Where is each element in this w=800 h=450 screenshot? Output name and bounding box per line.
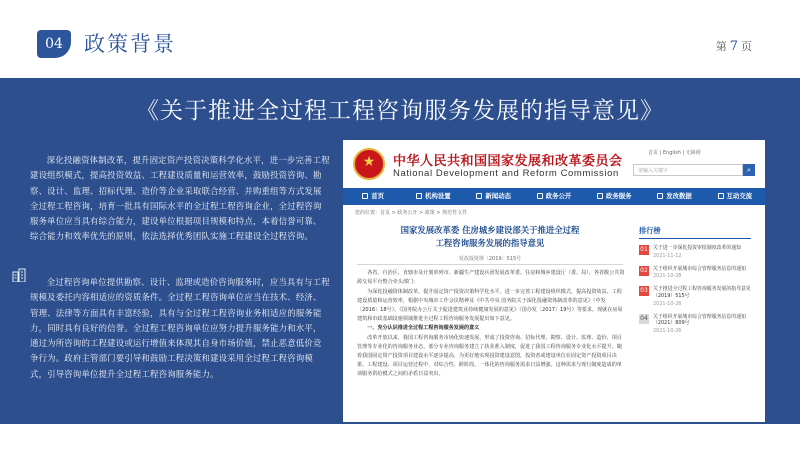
ranking-item[interactable] <box>639 286 755 307</box>
section-title: 政策背景 <box>84 32 176 56</box>
ranking-item-text: 关于组织开展城市综合管理服务信息的通知 <box>653 265 746 272</box>
page-number-value: 7 <box>729 39 738 54</box>
article-title: 国家发展改革委 住房城乡建设部关于推进全过程 工程咨询服务发展的指导意见 <box>400 225 580 248</box>
page-prefix: 第 <box>715 40 727 53</box>
chat-icon <box>718 193 724 199</box>
ranking-item-date: 2021-10-28 <box>653 273 682 280</box>
site-header <box>343 140 765 188</box>
ranking-item[interactable] <box>639 245 755 260</box>
nav-item-public-affairs[interactable]: 政务公开 <box>524 188 584 205</box>
news-icon <box>476 193 482 199</box>
nav-item-interaction[interactable]: 互动交流 <box>705 188 765 205</box>
article-doc-number: 发改投资规〔2019〕515号 <box>458 256 522 262</box>
nav-item-data[interactable]: 发改数据 <box>644 188 704 205</box>
nav-item-home[interactable]: 首页 <box>343 188 403 205</box>
ranking-title: 排行榜 <box>639 226 751 239</box>
page-number <box>716 38 752 54</box>
ranking-item-text: 关于组织开展城市综合管理服务信息的通知（2021）809号 <box>653 313 746 327</box>
nav-item-news[interactable]: 新闻动态 <box>464 188 524 205</box>
article-paragraph: 为深化投融资体制改革，提升固定资产投资决策科学化水平，进一步完善工程建设组织模式，提高投资效益、工程建设质量和运营效率，根据中央城市工作会议精神及《中共中央 国务院关于深化投融资体制改革的意见》（中发〔2016〕18号）、《国务院办公厅关于促进建筑业持续健康发展的意见》（国办发〔2017〕19号）等要求，现就在房屋建筑和市政基础设施领域推进全过程工程咨询服务发展提出如下意见。 <box>357 288 623 322</box>
article <box>349 218 631 422</box>
website-screenshot <box>343 140 765 422</box>
site-search-input[interactable]: 请输入关键字 <box>633 164 743 176</box>
footer-strip <box>0 424 800 450</box>
site-navbar <box>343 188 765 205</box>
section-number-badge: 04 <box>37 30 71 58</box>
ranking-item[interactable] <box>639 314 755 335</box>
national-emblem-icon <box>353 148 385 180</box>
breadcrumb[interactable]: 您的位置：首页 > 政务公开 > 政策 > 规范性文件 <box>355 210 468 216</box>
document-icon <box>537 193 543 199</box>
ranking-item-date: 2021-10-26 <box>653 328 682 335</box>
ranking-item-date: 2021-10-26 <box>653 300 682 307</box>
rank-badge: 04 <box>640 314 648 322</box>
ranking-sidebar <box>639 226 759 422</box>
search-icon[interactable]: ⌕ <box>743 164 755 176</box>
article-paragraph: 各省、自治区、直辖市及计划单列市、新疆生产建设兵团发展改革委、住房和城乡建设厅（委、局），各省级公共资源交易平台整合牵头部门： <box>357 270 625 285</box>
nav-item-services[interactable]: 政务服务 <box>584 188 644 205</box>
article-divider <box>357 264 623 265</box>
page-suffix: 页 <box>741 40 752 53</box>
site-top-links[interactable]: 首页 | English | 无障碍 <box>648 150 701 156</box>
article-heading: 一、充分认识推进全过程工程咨询服务发展的意义 <box>367 325 480 332</box>
paragraph-1: 深化投融资体制改革，提升固定资产投资决策科学化水平，进一步完善工程建设组织模式，提高投资效益、工程建设质量和运营效率，鼓励投资咨询、勘察、设计、监理、招标代理、造价等企业采取联合经营、并购重组等方式发展全过程工程咨询，培育一批具有国际水平的全过程工程咨询企业，全过程咨询服务单位应当具有综合能力，建设单位根据项目规模和特点，本着信誉可靠、综合能力和效率优先的原则，依法选择优秀团队实施工程建设全过程咨询。 <box>30 155 330 242</box>
ranking-item-date: 2021-11-12 <box>653 252 682 259</box>
ranking-item-text: 关于进一步深化投资审批制度改革的通知 <box>653 245 742 251</box>
service-icon <box>597 193 603 199</box>
paragraph-2: 全过程咨询单位提供勘察、设计、监理或造价咨询服务时，应当具有与工程规模及委托内容相适应的资质条件。全过程工程咨询单位应当在技术、经济、管理、法律等方面具有丰富经验，具有与全过程工程咨询业务相适应的服务能力，同时具有良好的信誉。全过程工程咨询单位应努力提升服务能力和水平，通过为所咨询的工程建设或运行增值来体现其自身市场价值，禁止恶意低价竞争行为。政府主管部门要引导和鼓励工程决策和建设采用全过程工程咨询模式，引导咨询单位提升全过程工程咨询服务能力。 <box>30 277 330 379</box>
building-icon <box>12 268 26 282</box>
slide-title: 《关于推进全过程工程咨询服务发展的指导意见》 <box>136 98 664 124</box>
article-body <box>357 269 625 380</box>
ranking-item[interactable] <box>639 266 755 281</box>
article-paragraph: 改革开放以来，我国工程咨询服务市场化快速发展，形成了投资咨询、招标代理、勘察、设计、监理、造价、项目管理等专业化的咨询服务业态，部分专业咨询服务建立了执业准入制度，促进了我国工程咨询服务专业化水平提升。随着我国固定资产投资项目建设水平逐步提高，为更好地实现投资建设意图，投资者或建设单位在固定资产投资项目决策、工程建设、项目运营过程中，对综合性、跨阶段、一体化的咨询服务需求日益增强。这种需求与现行制度造成的单项服务供给模式之间的矛盾日益突出。 <box>357 335 622 377</box>
rank-badge: 02 <box>640 266 648 274</box>
ranking-item-text: 关于推进全过程工程咨询服务发展的指导意见（2019）515号 <box>653 286 751 299</box>
home-icon <box>362 193 368 199</box>
site-org-name-en: National Development and Reform Commission <box>393 168 619 179</box>
rank-badge: 01 <box>640 246 648 253</box>
site-org-name-cn: 中华人民共和国国家发展和改革委员会 <box>393 154 623 169</box>
slide-header <box>0 0 800 72</box>
rank-badge: 03 <box>640 287 648 295</box>
nav-item-organization[interactable]: 机构设置 <box>403 188 463 205</box>
org-icon <box>416 193 422 199</box>
data-icon <box>657 193 663 199</box>
